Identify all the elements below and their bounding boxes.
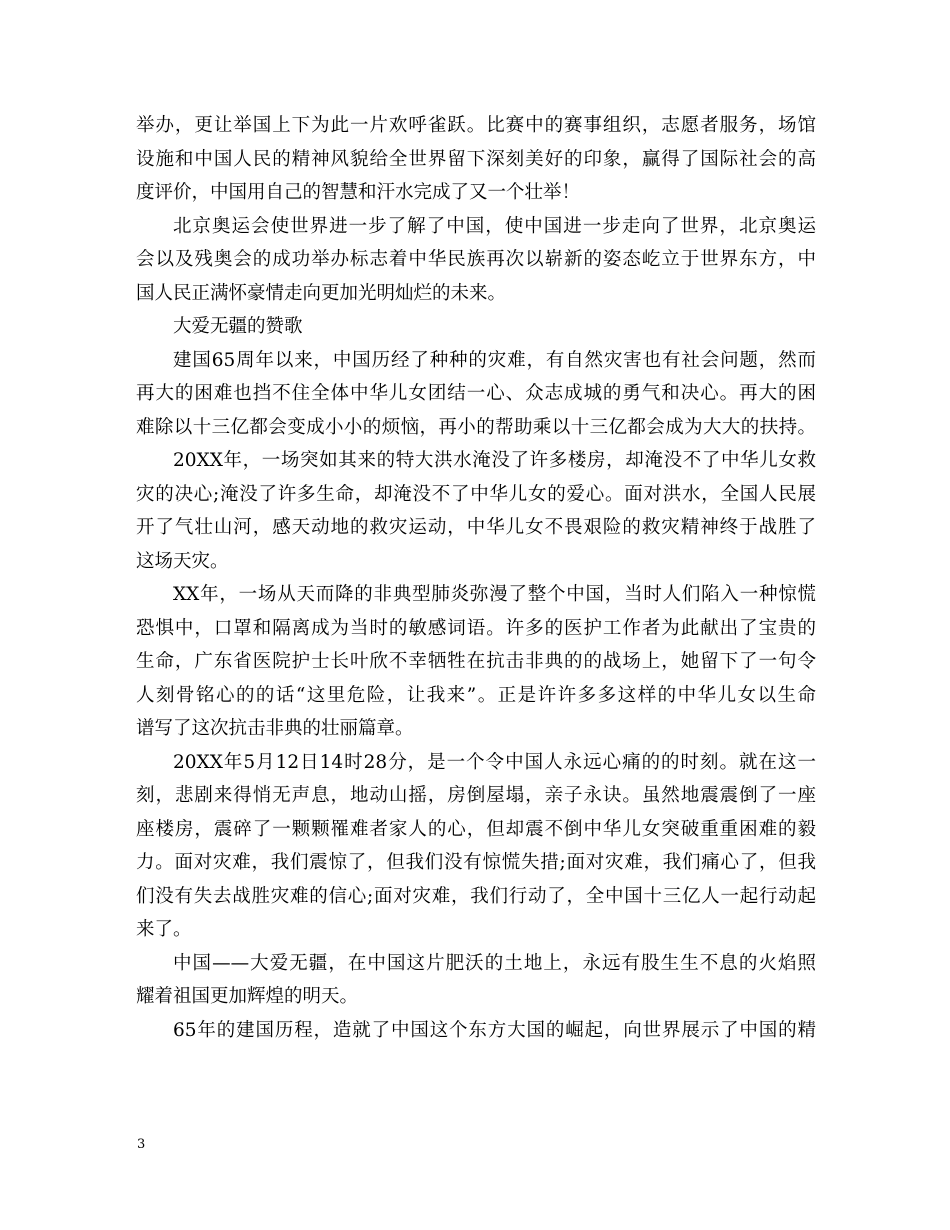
text-line: 灾的决心;淹没了许多生命，却淹没不了中华儿女的爱心。面对洪水，全国人民展 (136, 483, 816, 505)
text-line: 国人民正满怀豪情走向更加光明灿烂的未来。 (136, 282, 507, 304)
text-line: 人刻骨铭心的的话“这里危险，让我来”。正是许许多多这样的中华儿女以生命 (136, 684, 816, 706)
text-line: 来了。 (136, 919, 192, 940)
text-line: 座楼房，震碎了一颗颗罹难者家人的心，但却震不倒中华儿女突破重重困难的毅 (136, 818, 816, 840)
text-line: 大爱无疆的赞歌 (173, 316, 303, 337)
text-line: 难除以十三亿都会变成小小的烦恼，再小的帮助乘以十三亿都会成为大大的扶持。 (136, 416, 816, 438)
text-line: 20XX年5月12日14时28分，是一个令中国人永远心痛的的时刻。就在这一 (173, 751, 816, 773)
text-line: 设施和中国人民的精神风貌给全世界留下深刻美好的印象，赢得了国际社会的高 (136, 148, 816, 170)
text-line: 中国——大爱无疆，在中国这片肥沃的土地上，永远有股生生不息的火焰照 (173, 952, 816, 974)
text-line: 力。面对灾难，我们震惊了，但我们没有惊慌失措;面对灾难，我们痛心了，但我 (136, 852, 816, 873)
text-line: 谱写了这次抗击非典的壮丽篇章。 (136, 718, 414, 739)
text-line: 耀着祖国更加辉煌的明天。 (136, 986, 359, 1007)
text-line: 再大的困难也挡不住全体中华儿女团结一心、众志成城的勇气和决心。再大的困 (136, 383, 816, 404)
text-line: 这场天灾。 (136, 550, 229, 572)
text-line: 会以及残奥会的成功举办标志着中华民族再次以崭新的姿态屹立于世界东方，中 (136, 249, 816, 270)
text-line: 生命，广东省医院护士长叶欣不幸牺牲在抗击非典的的战场上，她留下了一句令 (136, 651, 816, 672)
text-line: 度评价，中国用自己的智慧和汗水完成了又一个壮举！ (136, 182, 581, 203)
text-line: 建国65周年以来，中国历经了种种的灾难，有自然灾害也有社会问题，然而 (173, 349, 816, 371)
text-line: 65年的建国历程，造就了中国这个东方大国的崛起，向世界展示了中国的精 (173, 1019, 816, 1041)
text-line: XX年，一场从天而降的非典型肺炎弥漫了整个中国，当时人们陷入一种惊慌 (173, 584, 816, 605)
text-line: 20XX年，一场突如其来的特大洪水淹没了许多楼房，却淹没不了中华儿女救 (173, 450, 816, 471)
text-line: 北京奥运会使世界进一步了解了中国，使中国进一步走向了世界，北京奥运 (173, 215, 816, 237)
text-line: 刻，悲剧来得悄无声息，地动山摇，房倒屋塌，亲子永诀。虽然地震震倒了一座 (136, 785, 816, 806)
body-text (136, 109, 816, 1047)
text-line: 举办，更让举国上下为此一片欢呼雀跃。比赛中的赛事组织，志愿者服务，场馆 (136, 115, 816, 136)
text-line: 恐惧中，口罩和隔离成为当时的敏感词语。许多的医护工作者为此献出了宝贵的 (136, 617, 816, 639)
text-line: 开了气壮山河，感天动地的救灾运动，中华儿女不畏艰险的救灾精神终于战胜了 (136, 517, 816, 538)
page-number: 3 (137, 1137, 146, 1152)
text-line: 们没有失去战胜灾难的信心;面对灾难，我们行动了，全中国十三亿人一起行动起 (136, 885, 816, 907)
